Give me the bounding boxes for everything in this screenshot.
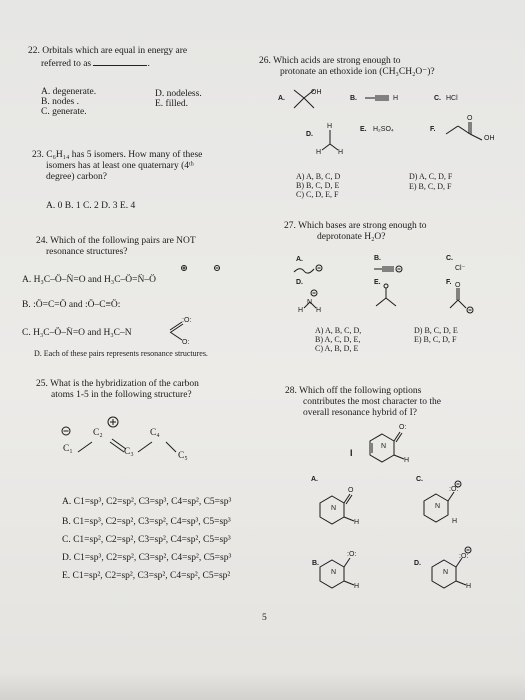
pyridinium-structure-i xyxy=(364,418,416,468)
isopropoxide-structure xyxy=(370,284,402,312)
svg-text:H: H xyxy=(466,583,472,590)
svg-text:N: N xyxy=(381,443,387,450)
q22-stem-line2: referred to as . xyxy=(41,59,150,69)
svg-text:O:: O: xyxy=(399,424,407,431)
q28-label-a: A. xyxy=(311,476,318,483)
q22-stem-text: referred to as xyxy=(41,59,92,69)
resonance-structure-b xyxy=(316,546,366,592)
q27-label-f: F. xyxy=(446,279,452,286)
carbon-label-c2: C₂ xyxy=(93,428,103,438)
q24-option-c: C. H₃C–Ö–N̈=O and H₃C–N xyxy=(22,328,132,338)
resonance-structure-a xyxy=(316,484,364,530)
q24-stem-line1: 24. Which of the following pairs are NOT xyxy=(36,236,196,246)
carbon-chain-structure xyxy=(60,414,210,474)
q27-label-d: D. xyxy=(296,279,303,286)
svg-text::O:: :O: xyxy=(459,553,469,560)
page-number: 5 xyxy=(262,613,267,623)
q27-answer-c: C) A, B, D, E xyxy=(315,344,359,353)
svg-text:N: N xyxy=(331,505,337,512)
svg-text::O:: :O: xyxy=(449,486,459,493)
water-structure xyxy=(316,120,356,154)
carboxylate-structure xyxy=(440,282,476,316)
q28-label-d: D. xyxy=(414,560,421,567)
svg-text:H: H xyxy=(452,518,458,525)
q26-label-b: B. xyxy=(350,95,357,102)
q26-answer-c: C) C, D, E, F xyxy=(296,190,339,199)
svg-text:N: N xyxy=(435,503,441,510)
q26-label-f: F. xyxy=(430,126,436,133)
q27-label-e: E. xyxy=(374,279,381,286)
acetylide-structure xyxy=(372,264,408,276)
q28-label-b: B. xyxy=(312,560,319,567)
q26-hcl: HCl xyxy=(446,95,458,102)
page-bottom-shadow xyxy=(0,672,525,700)
q28-stem-line2: contributes the most character to the xyxy=(303,397,441,407)
q27-answer-e: E) B, C, D, F xyxy=(414,335,457,344)
carbon-label-c3: C₃ xyxy=(124,447,134,457)
svg-text:O:: O: xyxy=(182,339,190,346)
svg-text:H: H xyxy=(298,307,304,314)
q22-option-a: A. degenerate. xyxy=(41,87,97,97)
q25-option-b: B. C1=sp³, C2=sp², C3=sp², C4=sp³, C5=sp³ xyxy=(62,517,231,527)
q27-chloride: Cl⁻ xyxy=(455,265,466,272)
q26-label-e: E. xyxy=(360,126,367,133)
carbon-label-c1: C₁ xyxy=(63,444,73,454)
q23-stem-line3: degree) carbon? xyxy=(46,172,107,182)
q24-option-a: A. H₃C–Ö–N̈=O and H₃C–Ö=N̈–Ö xyxy=(22,275,156,285)
q26-h-label: H xyxy=(393,95,399,102)
svg-text:N: N xyxy=(307,299,313,306)
q27-answer-d: D) B, C, D, E xyxy=(414,326,458,335)
q26-acid-oh: OH xyxy=(484,135,495,142)
q24-stem-line2: resonance structures? xyxy=(46,247,128,257)
svg-text:O: O xyxy=(467,115,473,122)
q28-label-c: C. xyxy=(416,476,423,483)
q26-answer-d: D) A, C, D, F xyxy=(409,172,453,181)
q25-stem-line1: 25. What is the hybridization of the carbon xyxy=(36,379,199,389)
svg-text::O:: :O: xyxy=(347,551,357,558)
q28-structure-label-i: I xyxy=(350,448,353,458)
q26-label-d: D. xyxy=(306,131,313,138)
q25-option-a: A. C1=sp³, C2=sp², C3=sp³, C4=sp², C5=sp³ xyxy=(62,497,232,507)
q26-h2so4: H₂SO₄ xyxy=(373,126,394,133)
svg-text:N: N xyxy=(331,569,337,576)
svg-text:H: H xyxy=(327,123,333,130)
q25-option-e: E. C1=sp², C2=sp², C3=sp², C4=sp², C5=sp² xyxy=(62,571,231,581)
carbon-label-c5: C₅ xyxy=(178,451,188,461)
q27-label-a: A. xyxy=(296,256,303,263)
answer-blank xyxy=(93,57,147,66)
svg-text:O: O xyxy=(455,282,461,289)
q28-stem-line1: 28. Which off the following options xyxy=(285,386,422,396)
q22-option-e: E. filled. xyxy=(155,99,188,109)
q24-option-d: D. Each of these pairs represents resonance structures. xyxy=(34,349,208,358)
q27-label-c: C. xyxy=(446,255,453,262)
q22-stem-line1: 22. Orbitals which are equal in energy are xyxy=(28,46,188,56)
amide-anion-structure xyxy=(296,286,326,314)
svg-text:H: H xyxy=(404,457,410,464)
svg-text:H: H xyxy=(316,307,322,314)
q23-answers: A. 0 B. 1 C. 2 D. 3 E. 4 xyxy=(46,201,136,211)
q27-stem-line1: 27. Which bases are strong enough to xyxy=(284,221,427,231)
svg-text:H: H xyxy=(316,149,322,156)
q22-option-d: D. nodeless. xyxy=(155,89,202,99)
nitro-group-structure xyxy=(160,316,210,344)
resonance-structure-c xyxy=(420,476,468,526)
svg-text:H: H xyxy=(354,583,360,590)
q23-stem-line2: isomers has at least one quaternary (4ᵗʰ xyxy=(46,161,194,171)
formal-charge-marks-a xyxy=(150,265,230,279)
q23-stem-line1: 23. C₆H₁₄ has 5 isomers. How many of these xyxy=(32,150,203,160)
q26-stem-line2: protonate an ethoxide ion (CH₃CH₂O⁻)? xyxy=(280,67,435,77)
q27-stem-line2: deprotonate H₂O? xyxy=(317,232,386,242)
q27-answer-a: A) A, B, C, D, xyxy=(315,326,362,335)
q25-option-c: C. C1=sp², C2=sp², C3=sp², C4=sp², C5=sp³ xyxy=(62,535,231,545)
q26-label-a: A. xyxy=(278,95,285,102)
carbon-label-c4: C₄ xyxy=(150,428,160,438)
q27-label-b: B. xyxy=(374,255,381,262)
q22-option-b: B. nodes . xyxy=(41,97,79,107)
q26-oh-label: OH xyxy=(311,89,322,96)
svg-text:O: O xyxy=(348,487,354,494)
svg-text:H: H xyxy=(354,519,360,526)
q25-option-d: D. C1=sp³, C2=sp², C3=sp², C4=sp², C5=sp³ xyxy=(62,553,232,563)
svg-text:H: H xyxy=(338,149,344,156)
resonance-structure-d xyxy=(428,546,480,592)
q22-option-c: C. generate. xyxy=(41,107,87,117)
q27-answer-b: B) A, C, D, E, xyxy=(315,335,361,344)
q26-stem-line1: 26. Which acids are strong enough to xyxy=(259,56,401,66)
q26-answer-b: B) B, C, D, E xyxy=(296,181,340,190)
q26-answer-e: E) B, C, D, F xyxy=(409,182,452,191)
q26-label-c: C. xyxy=(434,95,441,102)
q28-stem-line3: overall resonance hybrid of I? xyxy=(303,408,417,418)
q25-stem-line2: atoms 1-5 in the following structure? xyxy=(51,390,192,400)
svg-text::O:: :O: xyxy=(182,317,192,324)
q24-option-b: B. :Ö=C=Ö and :Ö–C≡Ö: xyxy=(22,300,121,310)
q26-answer-a: A) A, B, C, D xyxy=(296,172,341,181)
svg-text:N: N xyxy=(443,569,449,576)
alkoxide-structure xyxy=(292,262,326,276)
